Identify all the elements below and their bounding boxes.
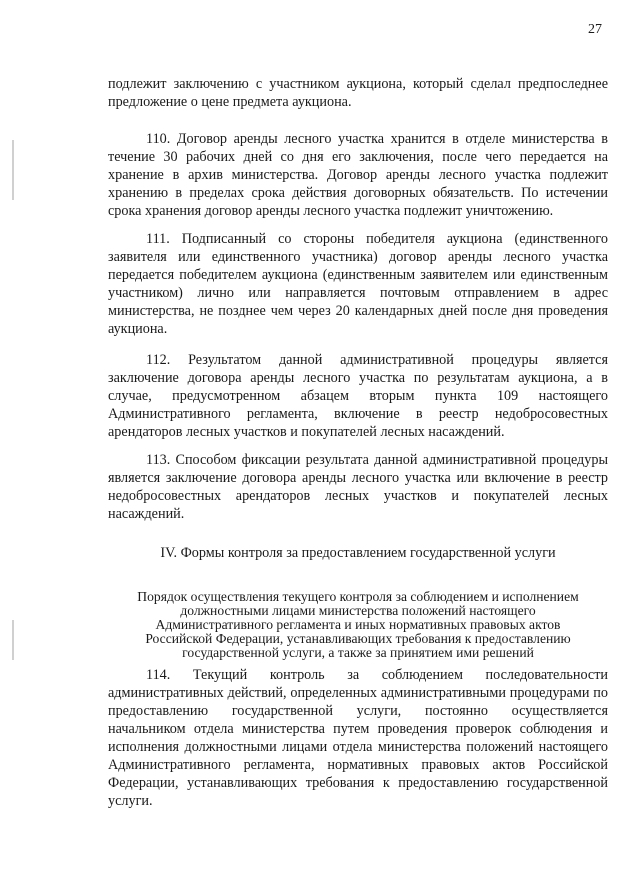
page-number: 27 — [588, 22, 602, 37]
subheading-line: Порядок осуществления текущего контроля за соблюдением и исполнением — [137, 589, 579, 604]
paragraph-111: 111. Подписанный со стороны победителя аукциона (единственного заявителя или единственного участника) договор аренды лесного участка передается победителем аукциона (единственным заявителем или единственным участником) лично или направляется почтовым отправлением в адрес министерства, не позднее чем через 20 календарных дней после дня проведения аукциона. — [108, 231, 608, 337]
subheading-line: должностными лицами министерства положений настоящего — [180, 603, 536, 618]
scan-edge-mark — [12, 140, 14, 200]
paragraph-112: 112. Результатом данной административной процедуры является заключение договора аренды лесного участка по результатам аукциона, а в случае, предусмотренном абзацем вторым пункта 109 настоящего Административного регламента, включение в реестр недобросовестных арендаторов лесных участков и покупателей лесных насаждений. — [108, 352, 608, 440]
paragraph-114: 114. Текущий контроль за соблюдением последовательности административных действий, определенных административными процедурами по предоставлению государственной услуги, постоянно осуществляется начальником отдела министерства путем проведения проверок соблюдения и исполнения должностными лицами отдела министерства положений настоящего Административного регламента, нормативных правовых актов Российской Федерации, устанавливающих требования к предоставлению государственной услуги. — [108, 667, 608, 809]
subheading-line: государственной услуги, а также за принятием ими решений — [182, 645, 534, 660]
scan-edge-mark — [12, 620, 14, 660]
subheading-line: Российской Федерации, устанавливающих требования к предоставлению — [145, 631, 571, 646]
subsection-heading — [108, 590, 608, 660]
paragraph-110: 110. Договор аренды лесного участка хранится в отделе министерства в течение 30 рабочих дней со дня его заключения, после чего передается на хранение в архив министерства. Договор аренды лесного участка подлежит хранению в пределах срока действия договорных обязательств. По истечении срока хранения договор аренды лесного участка подлежит уничтожению. — [108, 131, 608, 219]
subheading-line: Административного регламента и иных нормативных правовых актов — [155, 617, 561, 632]
paragraph-113: 113. Способом фиксации результата данной административной процедуры является заключение договора аренды лесного участка или включение в реестр недобросовестных арендаторов лесных участков и покупателей лесных насаждений. — [108, 452, 608, 522]
paragraph-continuation: подлежит заключению с участником аукциона, который сделал предпоследнее предложение о цене предмета аукциона. — [108, 76, 608, 110]
section-heading: IV. Формы контроля за предоставлением государственной услуги — [160, 545, 556, 561]
